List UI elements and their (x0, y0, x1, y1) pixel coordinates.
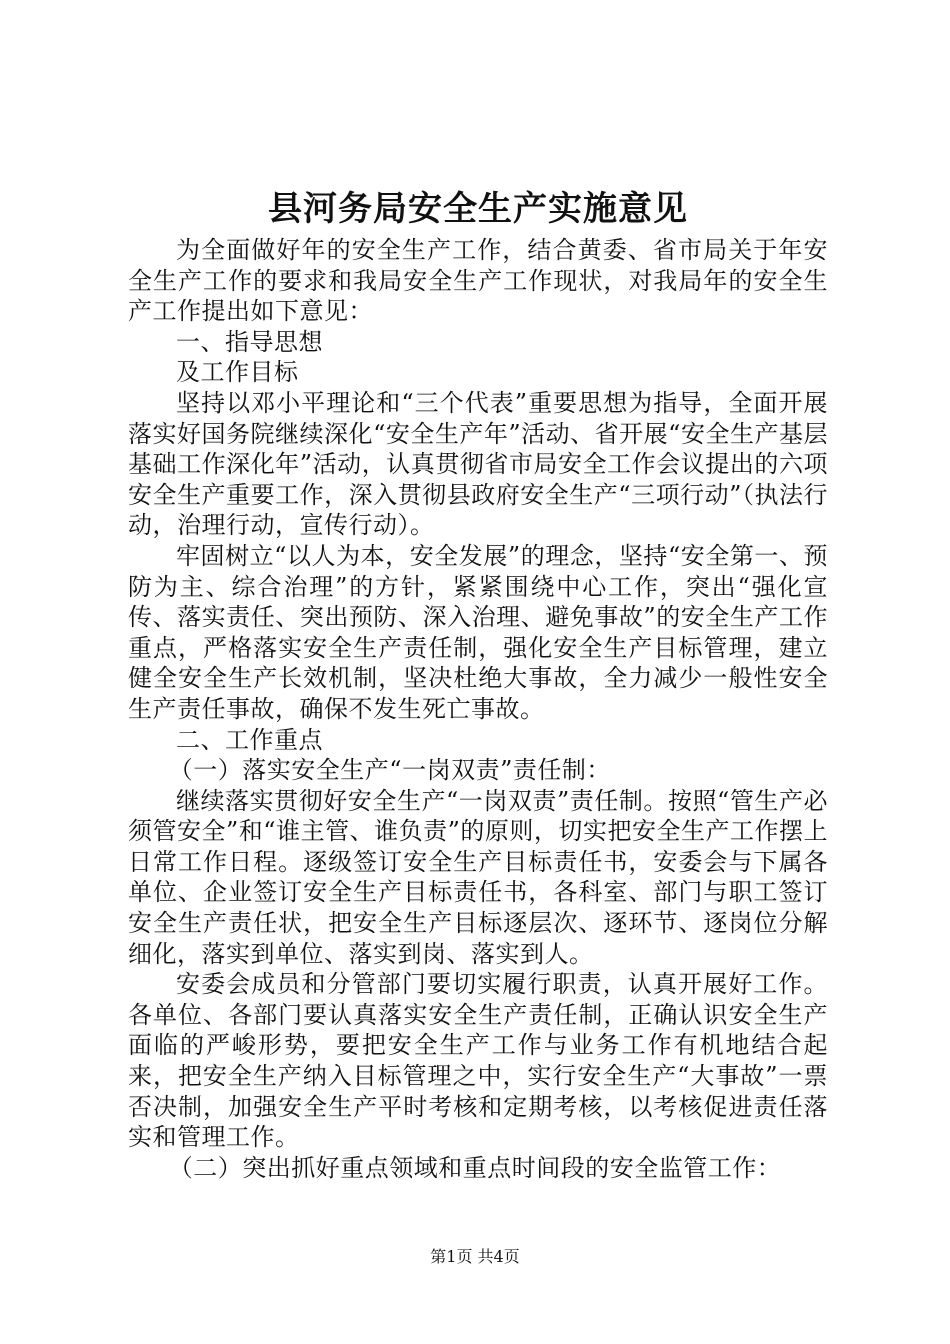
paragraph-responsibility: 继续落实贯彻好安全生产“一岗双责”责任制。按照“管生产必须管安全”和“谁主管、谁负责”的原则，切实把安全生产工作摆上日常工作日程。逐级签订安全生产目标责任书，安委会与下属各单位、企业签订安全生产目标责任书，各科室、部门与职工签订安全生产责任状，把安全生产目标逐层次、逐环节、逐岗位分解细化，落实到单位、落实到岗、落实到人。 (128, 786, 828, 968)
section-subheading-work-goals: 及工作目标 (176, 358, 299, 387)
item-heading-responsibility: （一）落实安全生产“一岗双责”责任制： (168, 756, 611, 785)
paragraph-principles: 牢固树立“以人为本，安全发展”的理念，坚持“安全第一、预防为主、综合治理”的方针，紧紧围绕中心工作，突出“强化宣传、落实责任、突出预防、深入治理、避免事故”的安全生产工作重点，严格落实安全生产责任制，强化安全生产目标管理，建立健全安全生产长效机制，坚决杜绝大事故，全力减少一般性安全生产责任事故，确保不发生死亡事故。 (128, 541, 828, 723)
section-heading-work-focus: 二、工作重点 (176, 725, 323, 754)
item-heading-key-areas: （二）突出抓好重点领域和重点时间段的安全监管工作： (168, 1153, 782, 1182)
paragraph-committee-duties: 安委会成员和分管部门要切实履行职责，认真开展好工作。各单位、各部门要认真落实安全生产责任制，正确认识安全生产面临的严峻形势，要把安全生产工作与业务工作有机地结合起来，把安全生产纳入目标管理之中，实行安全生产“大事故”一票否决制，加强安全生产平时考核和定期考核，以考核促进责任落实和管理工作。 (128, 970, 828, 1152)
document-page (128, 185, 828, 1183)
intro-paragraph: 为全面做好年的安全生产工作，结合黄委、省市局关于年安全生产工作的要求和我局安全生产工作现状，对我局年的安全生产工作提出如下意见： (128, 236, 828, 326)
document-title: 县河务局安全生产实施意见 (268, 189, 688, 229)
paragraph-guidance: 坚持以邓小平理论和“三个代表”重要思想为指导，全面开展落实好国务院继续深化“安全生产年”活动、省开展“安全生产基层基础工作深化年”活动，认真贯彻省市局安全工作会议提出的六项安全生产重要工作，深入贯彻县政府安全生产“三项行动”（执法行动，治理行动，宣传行动）。 (128, 388, 828, 540)
section-heading-guiding-ideology: 一、指导思想 (176, 327, 323, 356)
page-footer: 第1页 共4页 (430, 1247, 520, 1266)
